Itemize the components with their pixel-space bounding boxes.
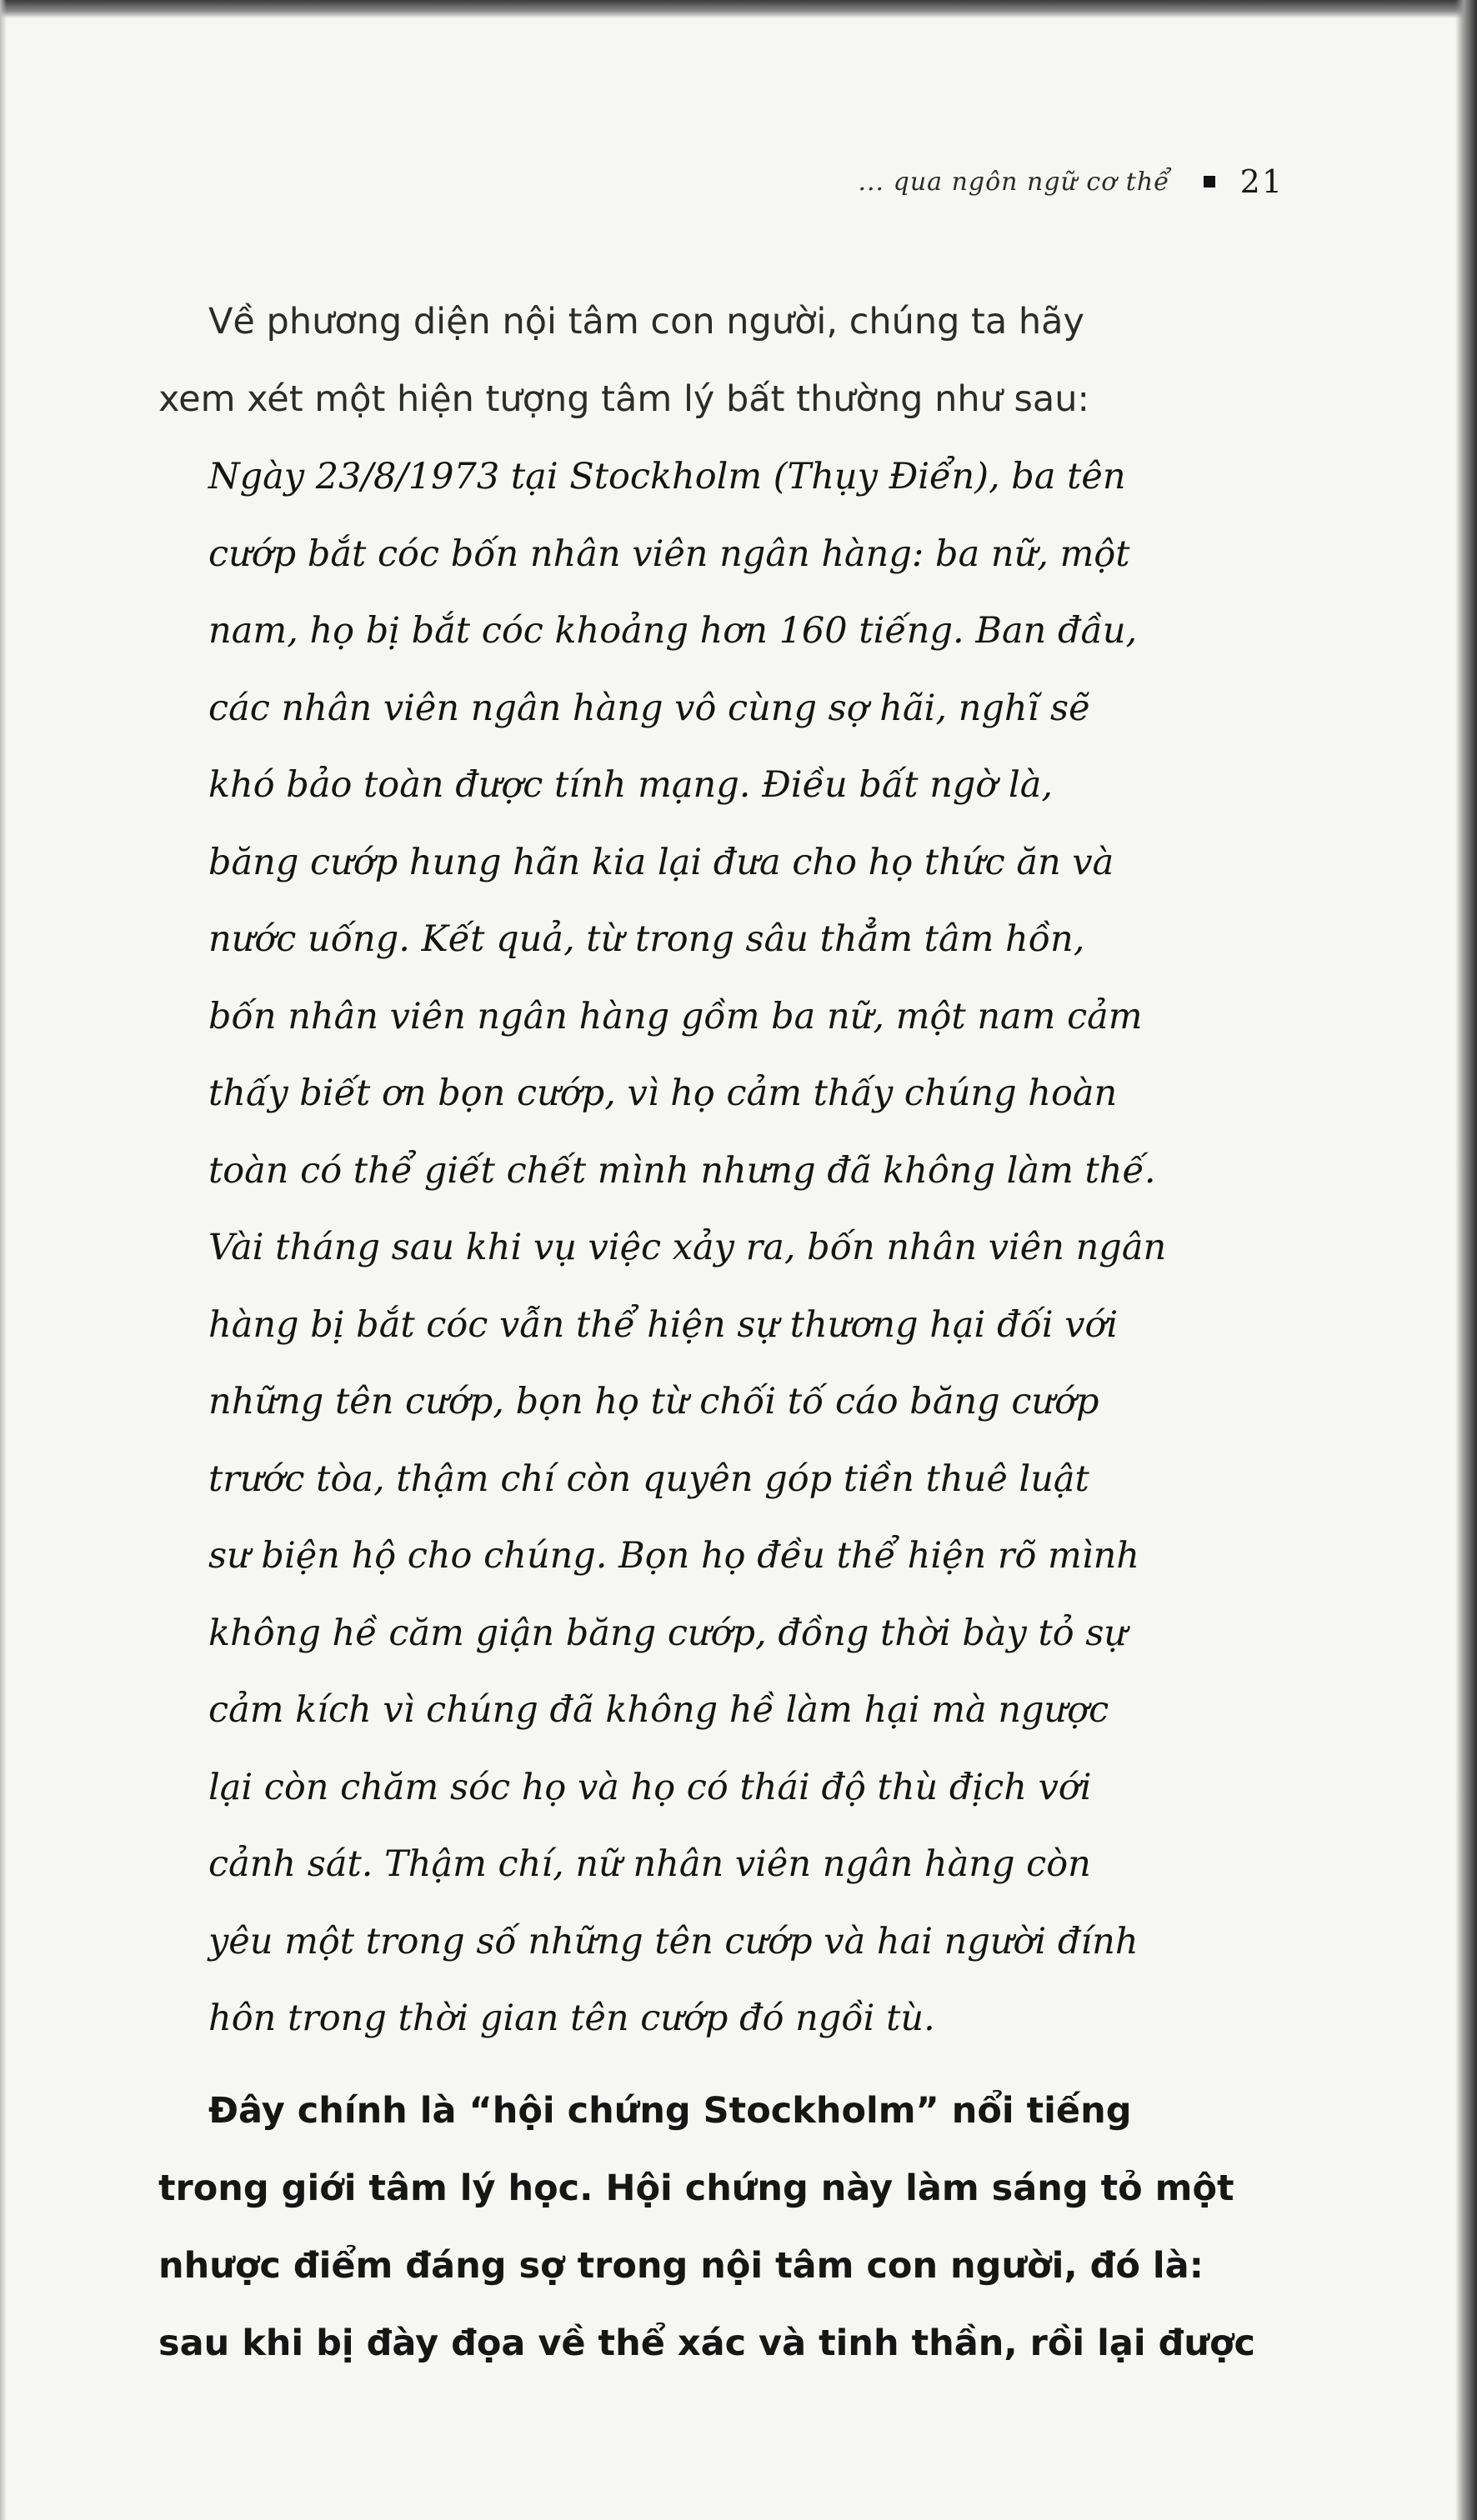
scan-edge-left [0, 0, 7, 2520]
quoted-passage: Ngày 23/8/1973 tại Stockholm (Thụy Điển), ba tên cướp bắt cóc bốn nhân viên ngân hàng: ba nữ, một nam, họ bị bắt cóc khoảng hơn 160 tiếng. Ban đầu, các nhân viên ngân hàng vô cùng sợ hãi, nghĩ sẽ khó bảo toàn được tính mạng. Điều bất ngờ là, băng cướp hung hãn kia lại đưa cho họ thức ăn và nước uống. Kết quả, từ trong sâu thẳm tâm hồn, bốn nhân viên ngân hàng gồm ba nữ, một nam cảm thấy biết ơn bọn cướp, vì họ cảm thấy chúng hoàn toàn có thể giết chết mình nhưng đã không làm thế. Vài tháng sau khi vụ việc xảy ra, bốn nhân viên ngân hàng bị bắt cóc vẫn thể hiện sự thương hại đối với những tên cướp, bọn họ từ chối tố cáo băng cướp trước tòa, thậm chí còn quyên góp tiền thuê luật sư biện hộ cho chúng. Bọn họ đều thể hiện rõ mình không hề căm giận băng cướp, đồng thời bày tỏ sự cảm kích vì chúng đã không hề làm hại mà ngược lại còn chăm sóc họ và họ có thái độ thù địch với cảnh sát. Thậm chí, nữ nhân viên ngân hàng còn yêu một trong số những tên cướp và hai người đính hôn trong thời gian tên cướp đó ngồi tù. [208, 456, 1167, 2039]
page-number: 21 [1239, 163, 1284, 200]
intro-paragraph: Về phương diện nội tâm con người, chúng ta hãy xem xét một hiện tượng tâm lý bất thường như sau: [158, 301, 1089, 420]
running-title: ... qua ngôn ngữ cơ thể [858, 167, 1170, 197]
page-body [158, 283, 1334, 2382]
page-header [750, 163, 1284, 200]
scan-edge-right [1455, 0, 1477, 2520]
square-bullet-icon [1204, 176, 1215, 188]
scan-edge-top [0, 0, 1477, 18]
closing-paragraph: Đây chính là “hội chứng Stockholm” nổi tiếng trong giới tâm lý học. Hội chứng này làm sáng tỏ một nhược điểm đáng sợ trong nội tâm con người, đó là: sau khi bị đày đọa về thể xác và tinh thần, rồi lại được [158, 2089, 1256, 2364]
